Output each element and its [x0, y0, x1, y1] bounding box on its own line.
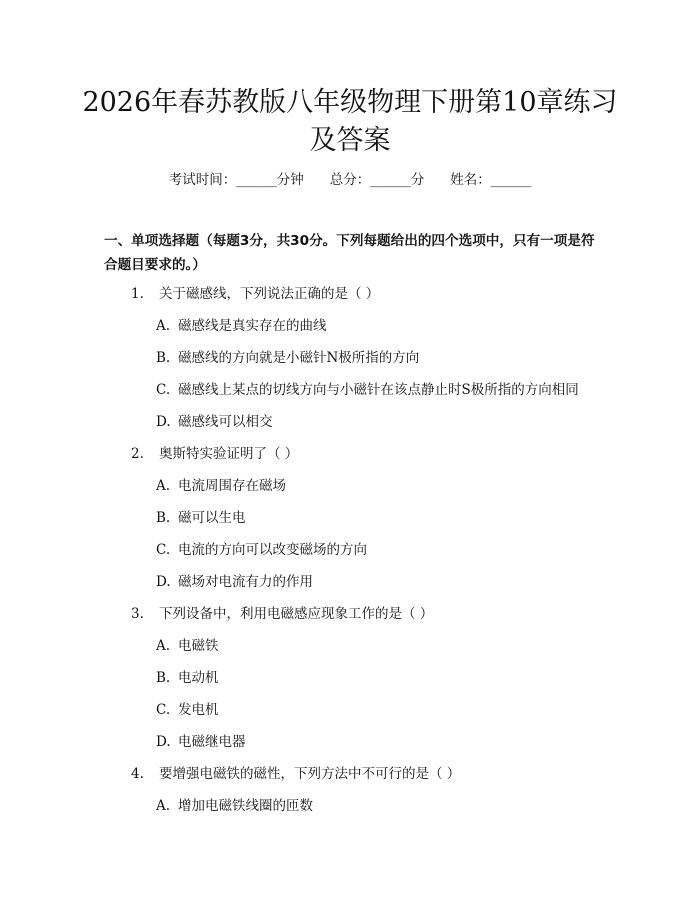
question-text: 奥斯特实验证明了（ ） — [159, 446, 299, 462]
option-4a — [156, 794, 313, 814]
exam-time-field: 考试时间：______分钟 — [168, 172, 304, 188]
option-2d — [156, 570, 313, 590]
question-number: 4. — [131, 766, 144, 782]
option-1d — [156, 410, 273, 430]
option-2b — [156, 506, 246, 526]
question-number: 2. — [131, 446, 144, 462]
option-text: 磁感线上某点的切线方向与小磁针在该点静止时S极所指的方向相同 — [178, 382, 579, 398]
option-letter: A. — [156, 478, 171, 494]
question-text: 关于磁感线，下列说法正确的是（ ） — [159, 286, 380, 302]
section-heading: 一、单项选择题（每题3分，共30分。下列每题给出的四个选项中，只有一项是符合题目要求的。） — [104, 233, 595, 273]
option-3a — [156, 634, 219, 654]
option-letter: B. — [156, 510, 171, 526]
option-text: 电流的方向可以改变磁场的方向 — [178, 542, 367, 558]
question-3 — [131, 602, 433, 622]
option-2c — [156, 538, 367, 558]
option-text: 发电机 — [178, 702, 219, 718]
student-name-field: 姓名：______ — [450, 172, 532, 188]
option-text: 磁感线的方向就是小磁针N极所指的方向 — [178, 350, 420, 366]
document-title: 2026年春苏教版八年级物理下册第10章练习及答案 — [82, 87, 618, 156]
option-text: 磁可以生电 — [178, 510, 246, 526]
option-text: 电磁铁 — [178, 638, 219, 654]
option-1b — [156, 346, 419, 366]
option-letter: C. — [156, 542, 171, 558]
option-letter: B. — [156, 350, 171, 366]
question-1 — [131, 282, 379, 302]
option-3c — [156, 698, 219, 718]
total-score-field: 总分：______分 — [329, 172, 425, 188]
question-text: 要增强电磁铁的磁性，下列方法中不可行的是（ ） — [159, 766, 461, 782]
option-text: 电流周围存在磁场 — [178, 478, 286, 494]
option-letter: D. — [156, 734, 171, 750]
option-letter: D. — [156, 574, 171, 590]
option-letter: D. — [156, 414, 171, 430]
option-text: 磁感线是真实存在的曲线 — [178, 318, 327, 334]
question-text: 下列设备中，利用电磁感应现象工作的是（ ） — [159, 606, 434, 622]
question-number: 1. — [131, 286, 144, 302]
option-letter: C. — [156, 382, 171, 398]
option-3b — [156, 666, 219, 686]
question-2 — [131, 442, 298, 462]
option-letter: C. — [156, 702, 171, 718]
option-2a — [156, 474, 286, 494]
option-1a — [156, 314, 327, 334]
option-text: 磁感线可以相交 — [178, 414, 273, 430]
question-number: 3. — [131, 606, 144, 622]
option-text: 增加电磁铁线圈的匝数 — [178, 798, 313, 814]
option-letter: B. — [156, 670, 171, 686]
option-1c — [156, 378, 579, 398]
option-text: 电动机 — [178, 670, 219, 686]
option-letter: A. — [156, 318, 171, 334]
option-text: 电磁继电器 — [178, 734, 246, 750]
option-letter: A. — [156, 798, 171, 814]
question-4 — [131, 762, 460, 782]
exam-meta — [0, 168, 700, 188]
option-letter: A. — [156, 638, 171, 654]
option-text: 磁场对电流有力的作用 — [178, 574, 313, 590]
option-3d — [156, 730, 246, 750]
